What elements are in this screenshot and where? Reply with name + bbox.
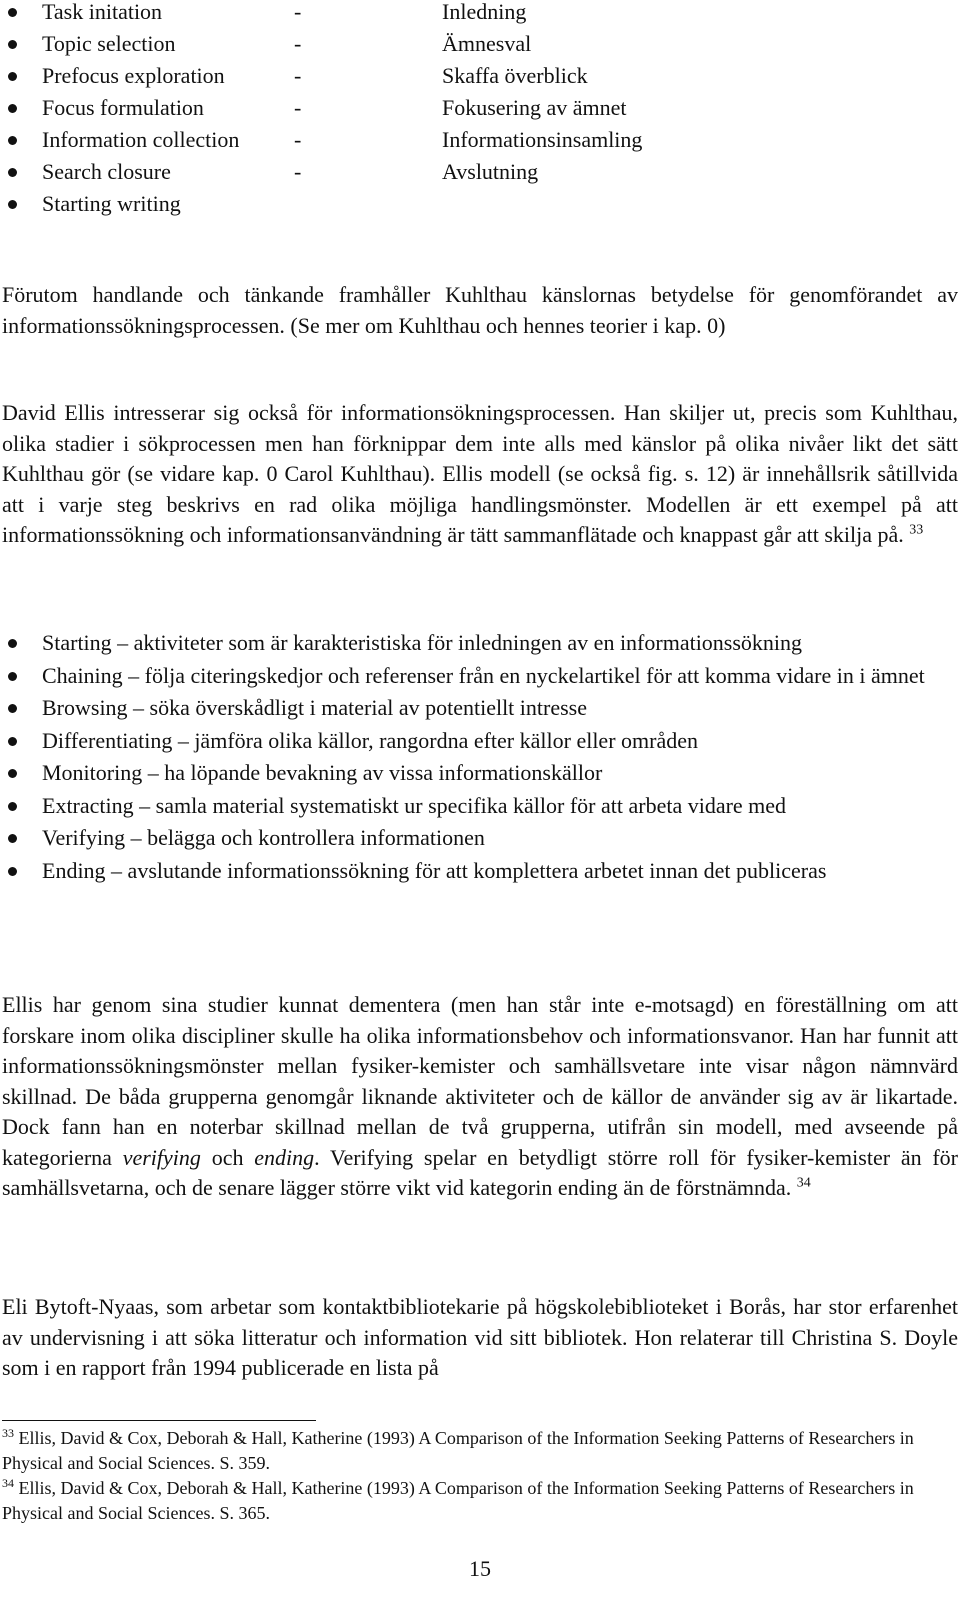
stage-swedish: Avslutning <box>442 159 539 184</box>
ellis-stage-list <box>0 628 960 888</box>
bullet-icon <box>8 639 17 648</box>
stage-dash: - <box>294 63 302 88</box>
stage-text: Differentiating – jämföra olika källor, rangordna efter källor eller områden <box>42 727 698 753</box>
bullet-icon <box>8 104 17 113</box>
stage-text: Starting – aktiviteter som är karakteristiska för inledningen av en informationssökning <box>42 630 803 655</box>
stage-dash: - <box>294 31 302 56</box>
stage-english: Information collection <box>42 127 240 152</box>
paragraph-body: David Ellis intresserar sig också för informationsökningsprocessen. Han skiljer ut, precis som Kuhlthau, olika stadier i sökprocessen men han förknippar dem inte alls med känslor på olika nivåer likt det sätt Kuhlthau gör (se vidare kap. 0 Carol Kuhlthau). Ellis modell (se också fig. s. 12) är innehållsrik såtillvida att i varje steg beskrivs en rad olika möjliga handlingsmönster. Modellen är ett exempel på att informationssökning och informationsanvändning är tätt sammanflätade och knappast går att skilja på. <box>2 400 958 547</box>
paragraph-ellis <box>2 398 958 551</box>
stage-dash: - <box>294 0 302 24</box>
list-item <box>0 791 960 822</box>
footnote-number: 34 <box>2 1476 14 1490</box>
paragraph-bytoft <box>2 1292 958 1384</box>
italic-term: ending <box>254 1144 315 1170</box>
paragraph-text: Förutom handlande och tänkande framhåller Kuhlthau känslornas betydelse för genomförandet av informationssökningsprocessen. (Se mer om Kuhlthau och hennes teorier i kap. 0) <box>2 282 958 338</box>
footnote-reference[interactable]: 34 <box>796 1175 811 1191</box>
list-item <box>0 661 960 692</box>
bullet-icon <box>8 737 17 746</box>
stage-english: Starting writing <box>42 191 181 216</box>
bullet-icon <box>8 672 17 681</box>
paragraph-text <box>2 990 958 1204</box>
footnote-number: 33 <box>2 1426 14 1440</box>
stage-dash: - <box>294 159 302 184</box>
bullet-icon <box>8 168 17 177</box>
stage-english: Topic selection <box>42 31 176 56</box>
paragraph-kuhlthau <box>2 280 958 341</box>
stage-english: Focus formulation <box>42 95 204 120</box>
bullet-icon <box>8 867 17 876</box>
footnote-divider <box>2 1420 316 1421</box>
bullet-icon <box>8 8 17 17</box>
list-item <box>0 856 960 887</box>
italic-term: verifying <box>122 1144 201 1170</box>
stage-text: Monitoring – ha löpande bevakning av vissa informationskällor <box>42 760 603 785</box>
paragraph-text: Eli Bytoft-Nyaas, som arbetar som kontaktbibliotekarie på högskolebiblioteket i Borås, har stor erfarenhet av undervisning i att söka litteratur och information vid sitt bibliotek. Hon relaterar till Christina S. Doyle som i en rapport från 1994 publicerade en lista på <box>2 1294 958 1380</box>
text-part: och <box>211 1144 244 1170</box>
stage-text: Verifying – belägga och kontrollera informationen <box>42 825 485 850</box>
list-item <box>0 628 960 659</box>
footnote <box>2 1426 958 1476</box>
stage-dash: - <box>294 127 302 152</box>
footnote-reference[interactable]: 33 <box>909 522 924 538</box>
bullet-icon <box>8 704 17 713</box>
footnote <box>2 1476 958 1526</box>
footnote-text: Ellis, David & Cox, Deborah & Hall, Katherine (1993) A Comparison of the Information Seeking Patterns of Researchers in Physical and Social Sciences. S. 365. <box>2 1478 914 1523</box>
footnote-text: Ellis, David & Cox, Deborah & Hall, Katherine (1993) A Comparison of the Information Seeking Patterns of Researchers in Physical and Social Sciences. S. 359. <box>2 1428 914 1473</box>
stage-swedish: Ämnesval <box>442 31 532 56</box>
stage-text: Chaining – följa citeringskedjor och referenser från en nyckelartikel för att komma vidare in i ämnet <box>42 662 925 688</box>
bullet-icon <box>8 769 17 778</box>
list-item <box>0 758 960 789</box>
list-item <box>0 726 960 757</box>
page-number: 15 <box>469 1556 491 1581</box>
paragraph-disciplines <box>2 990 958 1204</box>
stage-text: Browsing – söka överskådligt i material av potentiellt intresse <box>42 695 587 720</box>
bullet-icon <box>8 802 17 811</box>
list-item <box>0 823 960 854</box>
bullet-icon <box>8 72 17 81</box>
stage-swedish: Skaffa överblick <box>442 63 588 88</box>
stage-swedish: Inledning <box>442 0 527 24</box>
stage-english: Prefocus exploration <box>42 63 225 88</box>
text-part: Ellis har genom sina studier kunnat dementera (men han står inte e-motsagd) en föreställning om att forskare inom olika discipliner skulle ha olika informationsbehov och informationsvanor. Han har funnit att informationssökningsmönster mellan fysiker-kemister och samhällsvetare inte visar någon nämnvärd skillnad. De båda grupperna genomgår liknande aktiviteter och de källor de använder sig av är likartade. Dock fann han en noterbar skillnad mellan de två grupperna, utifrån sin modell, med avseende på kategorierna <box>2 992 958 1170</box>
bullet-icon <box>8 834 17 843</box>
bullet-icon <box>8 136 17 145</box>
list-item <box>0 693 960 724</box>
stage-text: Ending – avslutande informationssökning för att komplettera arbetet innan det publiceras <box>42 857 827 883</box>
stage-swedish: Informationsinsamling <box>442 127 643 152</box>
stage-dash: - <box>294 95 302 120</box>
bullet-icon <box>8 200 17 209</box>
footnotes <box>2 1426 958 1526</box>
stage-text: Extracting – samla material systematiskt ur specifika källor för att arbeta vidare med <box>42 792 787 818</box>
bullet-icon <box>8 40 17 49</box>
stage-english: Task initation <box>42 0 163 24</box>
stage-english: Search closure <box>42 159 171 184</box>
text-part: . Verifying spelar en betydligt större roll för fysiker-kemister än för samhällsvetarna, och de senare lägger större vikt vid kategorin ending än de förstnämnda. <box>2 1144 959 1200</box>
stage-swedish: Fokusering av ämnet <box>442 95 627 120</box>
paragraph-text <box>2 398 958 551</box>
